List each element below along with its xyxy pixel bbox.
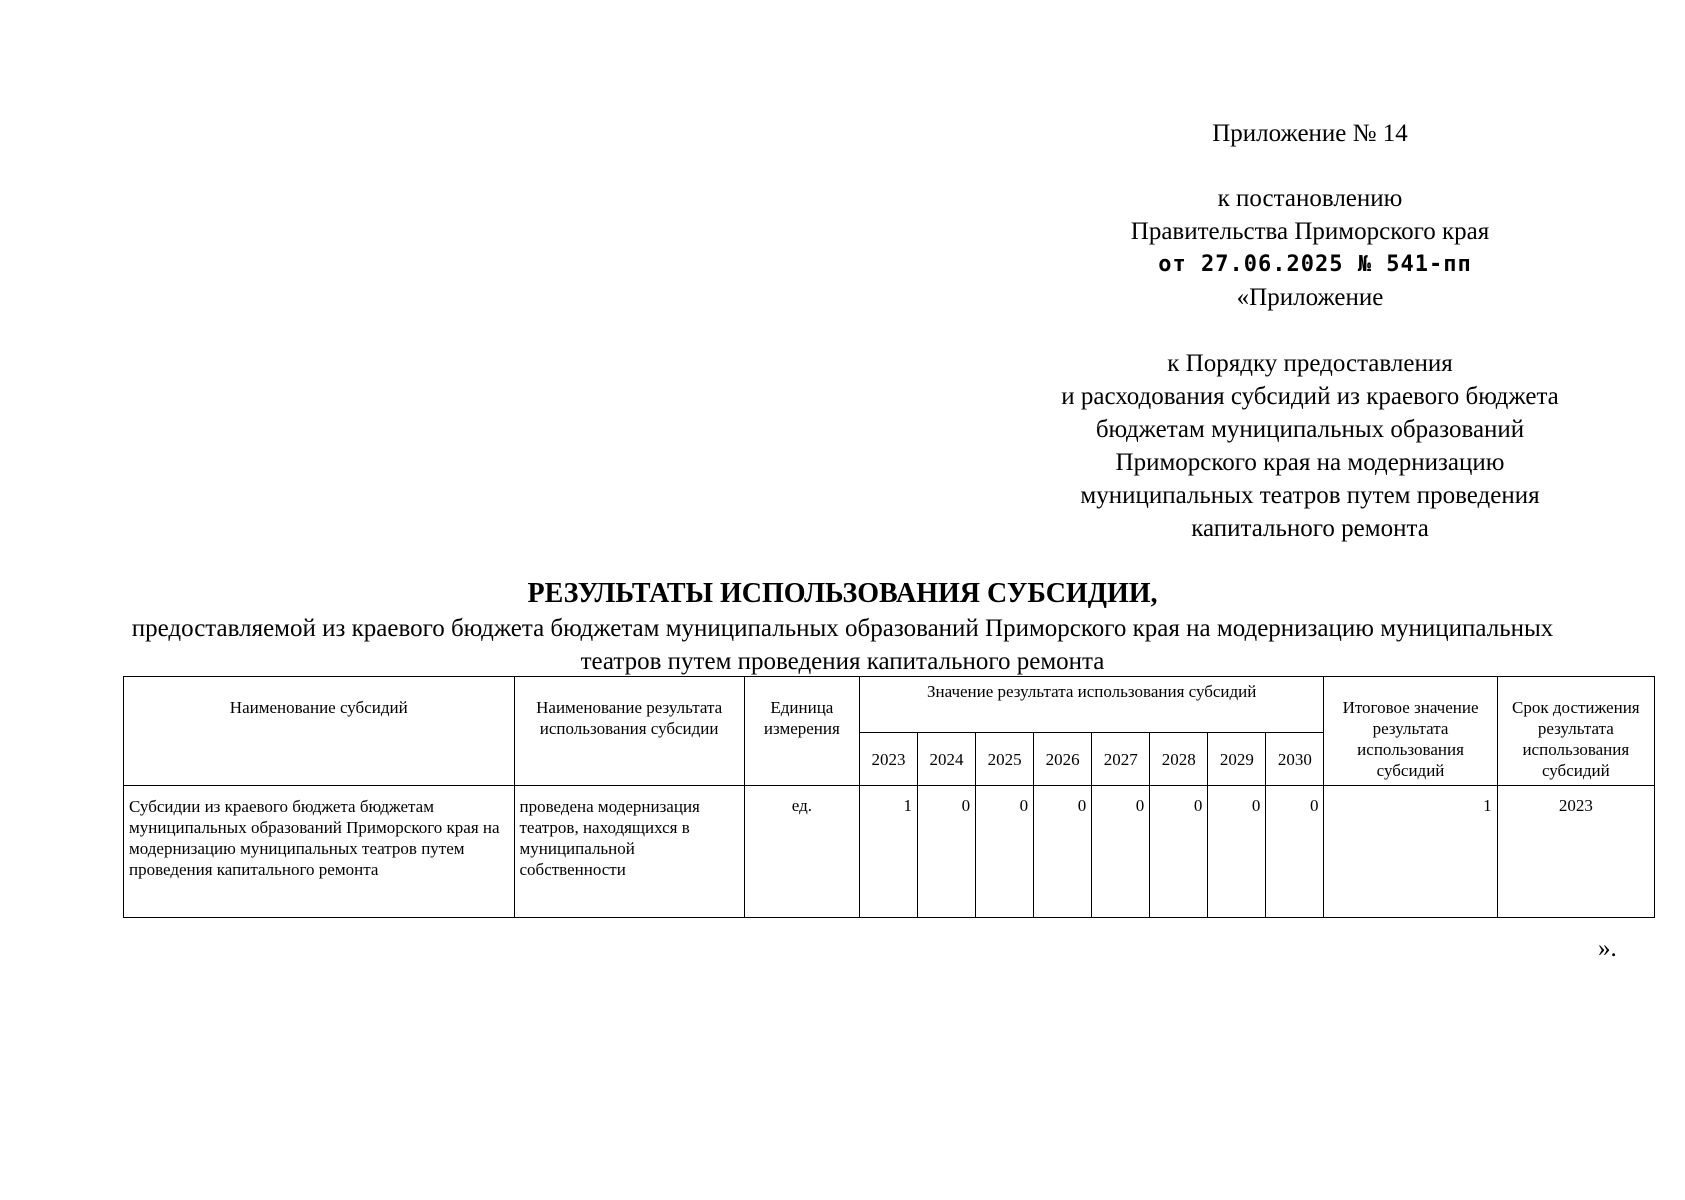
header-year: 2026 (1034, 733, 1092, 786)
order-line: Приморского края на модернизацию (1115, 449, 1505, 476)
header-year: 2024 (918, 733, 976, 786)
cell-year-value: 0 (1092, 786, 1150, 918)
cell-subsidy-name: Субсидии из краевого бюджета бюджетам муниципальных образований Приморского края на модернизацию муниципальных театров путем проведения капитального ремонта (124, 786, 515, 918)
header-year: 2023 (859, 733, 917, 786)
cell-year-value: 0 (918, 786, 976, 918)
document-subtitle: предоставляемой из краевого бюджета бюджетам муниципальных образований Приморского края на модернизацию муниципальных театров путем проведения капитального ремонта (131, 615, 1554, 675)
decree-line-1: к постановлению (1217, 185, 1403, 212)
appendix-label: Приложение № 14 (1212, 120, 1408, 147)
cell-year-value: 0 (1266, 786, 1324, 918)
order-line: и расходования субсидий из краевого бюджета (1061, 383, 1559, 410)
order-line: бюджетам муниципальных образований (1095, 416, 1525, 443)
cell-year-value: 0 (976, 786, 1034, 918)
cell-year-value: 1 (859, 786, 917, 918)
header-subsidy-name: Наименование субсидий (124, 677, 515, 786)
cell-deadline: 2023 (1497, 786, 1654, 918)
header-year: 2025 (976, 733, 1034, 786)
decree-number: от 27.06.2025 № 541-пп (1158, 252, 1472, 277)
header-year: 2027 (1092, 733, 1150, 786)
order-line: муниципальных театров путем проведения (1080, 482, 1540, 509)
header-unit: Единица измерения (744, 677, 859, 786)
order-line: к Порядку предоставления (1167, 350, 1453, 377)
closing-quote: ». (1598, 935, 1617, 962)
order-line: капитального ремонта (1191, 515, 1429, 542)
header-year: 2028 (1150, 733, 1208, 786)
decree-reference (980, 182, 1640, 314)
header-year: 2030 (1266, 733, 1324, 786)
results-table (123, 676, 1655, 918)
cell-year-value: 0 (1208, 786, 1266, 918)
header-values-group: Значение результата использования субсидий (859, 677, 1324, 733)
header-result-name: Наименование результата использования субсидии (514, 677, 744, 786)
header-year: 2029 (1208, 733, 1266, 786)
order-reference (980, 347, 1640, 545)
cell-year-value: 0 (1034, 786, 1092, 918)
decree-line-2: Правительства Приморского края (1130, 218, 1490, 245)
table-row (124, 786, 1655, 918)
header-total: Итоговое значение результата использования субсидий (1324, 677, 1497, 786)
cell-unit: ед. (744, 786, 859, 918)
cell-result-name: проведена модернизация театров, находящихся в муниципальной собственности (514, 786, 744, 918)
header-deadline: Срок достижения результата использования субсидий (1497, 677, 1654, 786)
cell-year-value: 0 (1150, 786, 1208, 918)
quote-appendix: «Приложение (1236, 284, 1384, 311)
cell-total: 1 (1324, 786, 1497, 918)
document-title: РЕЗУЛЬТАТЫ ИСПОЛЬЗОВАНИЯ СУБСИДИИ, (527, 578, 1158, 609)
appendix-title (980, 117, 1640, 150)
